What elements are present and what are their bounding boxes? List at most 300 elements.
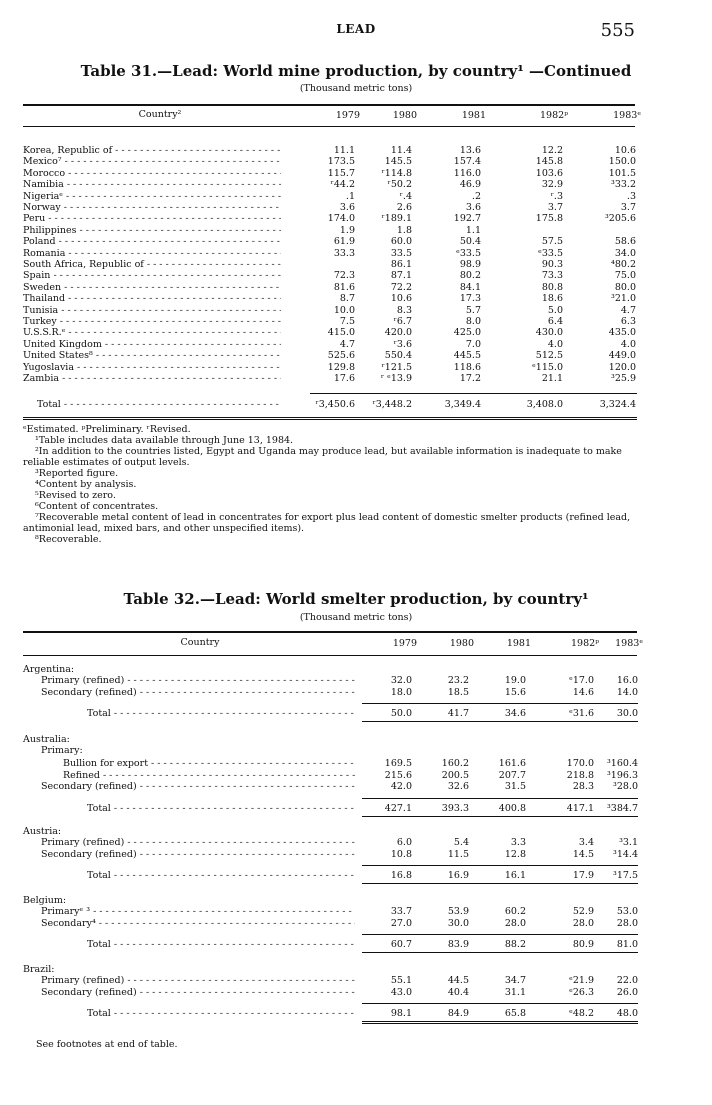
row-label: Secondary⁴ - - - [41,918,355,929]
cell-value: 10.6 [614,145,636,156]
table32-total-row [0,803,712,814]
footnote: ³Reported figure. [35,468,119,479]
country-name: Australia: [23,734,70,745]
row-label: Zambia - - - [23,373,281,384]
cell-value: 218.8 [566,769,594,781]
group-total-rule [362,703,638,704]
cell-value: 3.3 [510,837,526,848]
see-footnotes-note: See footnotes at end of table. [36,1039,178,1050]
row-label: Sweden - - - [23,282,281,293]
cell-value: ʳ50.2 [387,179,412,191]
cell-value: 4.0 [547,338,563,350]
cell-value: 7.0 [465,338,481,350]
cell-value: 17.3 [459,293,481,305]
cell-value: 60.2 [504,906,526,917]
table32-row [0,770,712,781]
table32-title: Table 32.—Lead: World smelter production, by country¹ [123,590,589,608]
cell-value: .2 [471,190,481,202]
cell-value: 6.0 [396,837,412,848]
cell-value: ³21.0 [611,293,636,305]
country-name: Argentina: [23,664,75,675]
year-header: 1979 [335,110,360,121]
cell-value: 420.0 [384,327,412,339]
footnote: ⁷Recoverable metal content of lead in concentrates for export plus lead content of domestic smelter products (refined lead, antimonial lead, mixed bars, and other unspecified items). [23,512,631,534]
cell-value: 4.7 [339,338,355,350]
row-label: Total - - - [87,708,355,719]
table32-row [0,987,712,998]
cell-value: 14.6 [572,686,594,698]
cell-value: 53.0 [616,906,638,917]
cell-value: ʳ121.5 [381,361,412,373]
cell-value: 16.1 [504,870,526,881]
cell-value: 87.1 [390,270,412,282]
country-name: Brazil: [23,964,55,975]
cell-value: 16.0 [616,675,638,686]
table31-row [0,373,712,384]
footnote: ⁸Recoverable. [35,534,102,545]
cell-value: 215.6 [384,769,412,781]
cell-value: 3.6 [465,202,481,213]
table31-row [0,339,712,350]
cell-value: 28.0 [572,917,594,929]
cell-value: 1.1 [465,224,481,236]
cell-value: 58.6 [614,236,636,248]
table32-row [0,675,712,686]
table31-total-row [0,399,712,410]
cell-value: 6.4 [547,316,563,327]
cell-value: 30.0 [616,708,638,719]
cell-value: 145.8 [535,156,563,168]
group-total-rule-bottom [362,883,638,884]
cell-value: 60.0 [390,236,412,248]
cell-value: 101.5 [608,167,636,179]
table31-row [0,282,712,293]
cell-value: 174.0 [327,213,355,225]
cell-value: ᵉ115.0 [532,361,563,373]
cell-value: 61.9 [333,236,355,248]
cell-value: 18.5 [447,686,469,698]
cell-value: 21.1 [541,373,563,384]
table31-row [0,270,712,281]
cell-value: 81.6 [333,281,355,293]
table31-top-rule [23,104,635,106]
cell-value: 33.5 [390,247,412,259]
year-header: 1983ᵉ [615,638,643,649]
cell-value: 57.5 [541,236,563,248]
table32-row [0,975,712,986]
table31-row [0,202,712,213]
cell-value: 17.9 [572,870,594,881]
row-label: Thailand - - - [23,293,281,304]
cell-value: ³28.0 [613,781,638,792]
table31-total-rule-bottom [23,417,637,418]
group-total-rule [362,934,638,935]
year-header: 1979 [392,638,417,649]
cell-value: 11.1 [333,145,355,156]
cell-value: ³17.5 [613,870,638,881]
row-label: Primary (refined) - - - [41,675,355,686]
cell-value: ³196.3 [606,769,638,781]
cell-value: 512.5 [535,350,563,362]
cell-value: 27.0 [390,917,412,929]
cell-value: 145.5 [384,156,412,168]
cell-value: 115.7 [327,167,355,179]
cell-value: ʳ ᵉ13.9 [380,373,412,384]
cell-value: 75.0 [614,270,636,282]
table32-row [0,758,712,769]
cell-value: 173.5 [327,156,355,168]
table32-total-row [0,708,712,719]
cell-value: 6.3 [620,316,636,327]
year-header: 1980 [449,638,474,649]
cell-value: ᵉ21.9 [569,975,594,986]
cell-value: 3.4 [578,837,594,848]
cell-value: 150.0 [608,156,636,168]
table32-row [0,687,712,698]
cell-value: ³384.7 [606,802,638,814]
row-label: Norway - - - [23,202,281,213]
row-label: Turkey - - - [23,316,281,327]
cell-value: 435.0 [608,327,636,339]
cell-value: 28.3 [572,781,594,792]
row-label: Secondary (refined) - - - [41,781,355,792]
row-label: Total - - - [37,399,281,410]
cell-value: 525.6 [327,350,355,362]
table32-row [0,781,712,792]
cell-value: 415.0 [327,327,355,339]
cell-value: 427.1 [384,802,412,814]
cell-value: 10.0 [333,304,355,316]
row-label: Primary (refined) - - - [41,837,355,848]
group-total-rule-bottom [362,816,638,817]
country-name: Belgium: [23,895,67,906]
cell-value: 42.0 [390,781,412,792]
cell-value: 80.8 [541,281,563,293]
cell-value: 3,324.4 [599,399,636,410]
table31-row [0,305,712,316]
cell-value: 14.5 [572,848,594,860]
cell-value: ³3.1 [619,837,638,848]
year-header: 1981 [506,638,531,649]
footnote: ¹Table includes data available through June 13, 1984. [35,435,294,446]
cell-value: 5.4 [453,837,469,848]
cell-value: ʳ.4 [399,190,412,202]
cell-value: 50.0 [390,708,412,719]
table32-col-country: Country [180,637,220,648]
cell-value: 90.3 [541,259,563,270]
cell-value: 103.6 [535,167,563,179]
cell-value: 32.0 [390,675,412,686]
cell-value: ᵉ26.3 [569,986,594,998]
cell-value: 5.7 [465,304,481,316]
cell-value: 31.5 [504,781,526,792]
table31-row [0,145,712,156]
row-label: United States⁸ - - - [23,350,281,361]
cell-value: 417.1 [566,802,594,814]
cell-value: 18.0 [390,686,412,698]
cell-value: 207.7 [498,769,526,781]
row-label: Morocco - - - [23,168,281,179]
cell-value: 129.8 [327,361,355,373]
group-total-rule-bottom [362,952,638,953]
cell-value: 55.1 [390,975,412,986]
cell-value: 3,349.4 [444,399,481,410]
footnote: ⁵Revised to zero. [35,490,116,501]
cell-value: ʳ6.7 [393,316,412,327]
cell-value: 17.6 [333,373,355,384]
cell-value: ⁴80.2 [611,259,636,270]
subgroup-name: Primary: [41,745,83,756]
year-header: 1983ᵉ [613,110,641,121]
cell-value: 10.8 [390,848,412,860]
cell-value: ʳ.3 [550,190,563,202]
cell-value: 12.8 [504,848,526,860]
group-total-rule [362,1003,638,1004]
cell-value: 11.4 [390,145,412,156]
cell-value: ᵉ33.5 [538,247,563,259]
table32-row [0,906,712,917]
cell-value: 40.4 [447,986,469,998]
cell-value: 7.5 [339,316,355,327]
cell-value: ʳ189.1 [381,213,412,225]
table31-row [0,156,712,167]
cell-value: 13.6 [459,145,481,156]
table31-footnotes [23,424,637,545]
cell-value: 19.0 [504,675,526,686]
table31-title: Table 31.—Lead: World mine production, by country¹ —Continued [80,62,632,80]
group-total-rule-bottom [362,1021,638,1022]
year-header: 1981 [461,110,486,121]
row-label: Nigeriaᵉ - - - [23,191,281,202]
cell-value: 169.5 [384,758,412,769]
cell-value: 2.6 [396,202,412,213]
cell-value: 5.0 [547,304,563,316]
cell-value: ³25.9 [611,373,636,384]
table31-header-rule [23,126,635,127]
page-number: 555 [600,20,635,41]
cell-value: 30.0 [447,917,469,929]
running-header: LEAD [336,22,376,36]
cell-value: 84.1 [459,281,481,293]
cell-value: ³160.4 [606,758,638,769]
row-label: Tunisia - - - [23,305,281,316]
cell-value: 98.9 [459,259,481,270]
cell-value: 60.7 [390,939,412,950]
cell-value: 445.5 [453,350,481,362]
cell-value: ᵉ17.0 [569,675,594,686]
table31-row [0,168,712,179]
cell-value: 8.7 [339,293,355,305]
cell-value: ᵉ33.5 [456,247,481,259]
cell-value: 34.6 [504,708,526,719]
cell-value: 160.2 [441,758,469,769]
cell-value: 4.7 [620,304,636,316]
cell-value: .3 [626,190,636,202]
cell-value: 43.0 [390,986,412,998]
row-label: Total - - - [87,1008,355,1019]
footnote: ²In addition to the countries listed, Egypt and Uganda may produce lead, but available information is inadequate to make reliable estimates of output levels. [23,446,622,468]
cell-value: 28.0 [504,917,526,929]
cell-value: 4.0 [620,338,636,350]
row-label: Poland - - - [23,236,281,247]
cell-value: 192.7 [453,213,481,225]
cell-value: 175.8 [535,213,563,225]
row-label: Total - - - [87,803,355,814]
cell-value: 8.0 [465,316,481,327]
cell-value: 84.9 [447,1008,469,1019]
cell-value: 50.4 [459,236,481,248]
cell-value: 80.2 [459,270,481,282]
cell-value: 400.8 [498,802,526,814]
row-label: Bullion for export - - - [63,758,355,769]
table31-row [0,327,712,338]
table31-row [0,350,712,361]
cell-value: ʳ3,448.2 [372,399,412,410]
cell-value: 23.2 [447,675,469,686]
cell-value: 80.9 [572,939,594,950]
cell-value: 425.0 [453,327,481,339]
cell-value: 34.7 [504,975,526,986]
cell-value: 72.2 [390,281,412,293]
cell-value: 26.0 [616,986,638,998]
cell-value: 200.5 [441,769,469,781]
row-label: Spain - - - [23,270,281,281]
group-total-rule-bottom2 [362,1023,638,1024]
year-header: 1982ᵖ [540,110,568,121]
table31-row [0,225,712,236]
table32-total-row [0,1008,712,1019]
table31-row [0,213,712,224]
group-total-rule [362,798,638,799]
table31-row [0,316,712,327]
cell-value: 34.0 [614,247,636,259]
footnote: ᵉEstimated. ᵖPreliminary. ʳRevised. [23,424,191,435]
year-header: 1980 [392,110,417,121]
cell-value: 17.2 [459,373,481,384]
cell-value: 41.7 [447,708,469,719]
cell-value: ³14.4 [613,848,638,860]
cell-value: ³33.2 [611,179,636,191]
country-name: Austria: [23,826,62,837]
cell-value: 10.6 [390,293,412,305]
row-label: Korea, Republic of - - - [23,145,281,156]
row-label: Mexico⁷ - - - [23,156,281,167]
row-label: Secondary (refined) - - - [41,687,355,698]
row-label: Secondary (refined) - - - [41,849,355,860]
cell-value: 16.8 [390,870,412,881]
cell-value: 449.0 [608,350,636,362]
table31-row [0,293,712,304]
cell-value: 170.0 [566,758,594,769]
cell-value: 550.4 [384,350,412,362]
table31-row [0,236,712,247]
row-label: Yugoslavia - - - [23,362,281,373]
row-label: Peru - - - [23,213,281,224]
cell-value: ᵉ48.2 [569,1008,594,1019]
table32-row [0,918,712,929]
table32-unit: (Thousand metric tons) [299,612,413,623]
cell-value: 80.0 [614,281,636,293]
year-header: 1982ᵖ [571,638,599,649]
cell-value: 1.8 [396,224,412,236]
cell-value: 18.6 [541,293,563,305]
row-label: Secondary (refined) - - - [41,987,355,998]
cell-value: 72.3 [333,270,355,282]
cell-value: 393.3 [441,802,469,814]
cell-value: 15.6 [504,686,526,698]
cell-value: 1.9 [339,224,355,236]
cell-value: 3.6 [339,202,355,213]
cell-value: ʳ3.6 [393,338,412,350]
table31-col-country: Country² [138,109,182,120]
row-label: South Africa, Republic of - - - [23,259,281,270]
cell-value: 11.5 [447,848,469,860]
table32-row [0,849,712,860]
cell-value: 98.1 [390,1008,412,1019]
cell-value: 48.0 [616,1008,638,1019]
row-label: U.S.S.R.ᵉ - - - [23,327,281,338]
cell-value: .1 [345,190,355,202]
table32-top-rule [23,631,637,633]
cell-value: 118.6 [453,361,481,373]
cell-value: 120.0 [608,361,636,373]
cell-value: 16.9 [447,870,469,881]
cell-value: 8.3 [396,304,412,316]
footnote: ⁴Content by analysis. [35,479,137,490]
row-label: United Kingdom - - - [23,339,281,350]
table31-row [0,191,712,202]
cell-value: 3,408.0 [526,399,563,410]
table32-header-rule [23,655,637,656]
cell-value: 14.0 [616,686,638,698]
cell-value: ³205.6 [604,213,636,225]
cell-value: 32.9 [541,179,563,191]
cell-value: 157.4 [453,156,481,168]
table32-row [0,837,712,848]
footnote: ⁶Content of concentrates. [35,501,159,512]
table32-total-row [0,870,712,881]
row-label: Romania - - - [23,248,281,259]
table31-row [0,248,712,259]
cell-value: ʳ44.2 [330,179,355,191]
row-label: Philippines - - - [23,225,281,236]
table31-row [0,259,712,270]
table31-total-rule-bottom2 [23,419,637,420]
cell-value: 3.7 [620,202,636,213]
cell-value: 44.5 [447,975,469,986]
cell-value: 161.6 [498,758,526,769]
cell-value: 46.9 [459,179,481,191]
cell-value: 81.0 [616,939,638,950]
row-label: Namibia - - - [23,179,281,190]
cell-value: 73.3 [541,270,563,282]
cell-value: ᵉ31.6 [569,708,594,719]
cell-value: 65.8 [504,1008,526,1019]
table32-total-row [0,939,712,950]
cell-value: 22.0 [616,975,638,986]
cell-value: 52.9 [572,906,594,917]
cell-value: 53.9 [447,906,469,917]
row-label: Primary (refined) - - - [41,975,355,986]
cell-value: 28.0 [616,917,638,929]
cell-value: 32.6 [447,781,469,792]
cell-value: 83.9 [447,939,469,950]
cell-value: ʳ3,450.6 [315,399,355,410]
cell-value: 12.2 [541,145,563,156]
group-total-rule-bottom [362,721,638,722]
table31-row [0,179,712,190]
table31-row [0,362,712,373]
